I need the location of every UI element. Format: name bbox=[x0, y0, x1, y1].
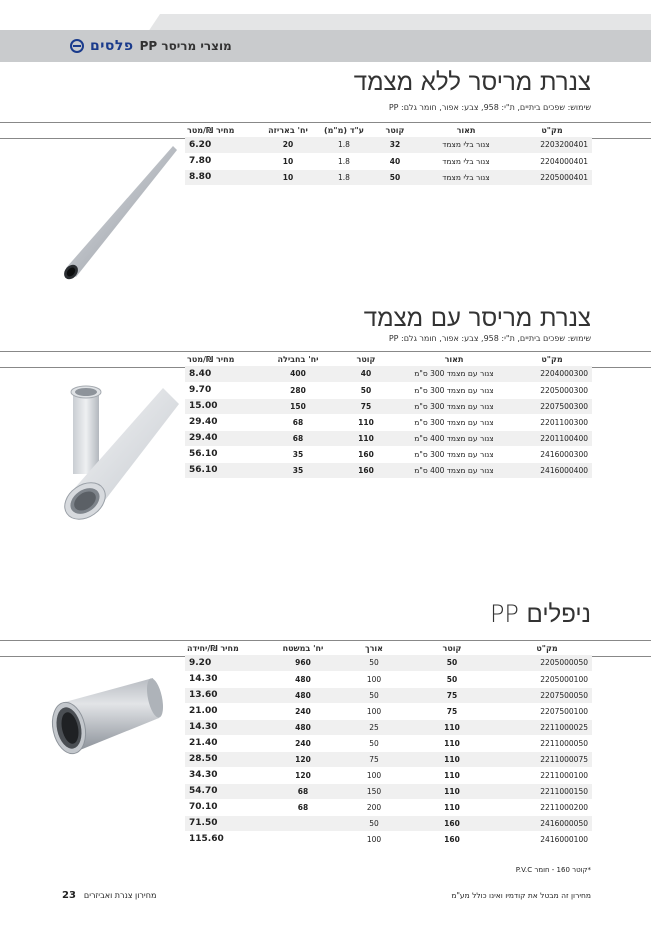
cell-price: 29.40 bbox=[185, 414, 260, 430]
section-title-nipples: ניפלים PP bbox=[489, 600, 591, 628]
cell-units-per-bundle: 68 bbox=[260, 430, 336, 446]
cell-diameter: 50 bbox=[370, 169, 420, 185]
footer-disclaimer: מחירון זה מבטל את קודמיו ואינו כולל מע"מ bbox=[451, 891, 591, 900]
section-title-pipe-no-coupling: צנרת מריסר ללא מצמד bbox=[353, 68, 591, 96]
table-row bbox=[185, 735, 592, 751]
cell-units-per-bundle: 150 bbox=[260, 398, 336, 414]
cell-sku: 2416000050 bbox=[502, 815, 592, 831]
cell-sku: 2416000300 bbox=[512, 446, 592, 462]
table-row bbox=[185, 446, 592, 462]
cell-sku: 2416000100 bbox=[502, 831, 592, 847]
cell-price: 71.50 bbox=[185, 815, 260, 831]
cell-price: 21.40 bbox=[185, 735, 260, 751]
table-pipe-no-coupling bbox=[185, 123, 592, 186]
section-usage: שימוש: שפכים ביתיים, ת"י: 958, צבע: אפור, חומר גלם: PP bbox=[388, 103, 591, 112]
table-header-row bbox=[185, 352, 592, 366]
cell-description: צנור בלי מצמד bbox=[420, 153, 512, 169]
col-header-description: תאור bbox=[444, 354, 464, 364]
cell-description: צנור עם מצמד 400 ס"מ bbox=[396, 462, 512, 478]
cell-units-per-pallet: 68 bbox=[260, 799, 346, 815]
table-row bbox=[185, 719, 592, 735]
cell-length: 25 bbox=[346, 719, 402, 735]
cell-price: 14.30 bbox=[185, 719, 260, 735]
cell-sku: 2205000100 bbox=[502, 671, 592, 687]
table-row bbox=[185, 671, 592, 687]
cell-price: 56.10 bbox=[185, 446, 260, 462]
table-row bbox=[185, 655, 592, 671]
col-header-sku: מק"ט bbox=[536, 643, 558, 653]
cell-diameter: 110 bbox=[402, 767, 502, 783]
table-row bbox=[185, 462, 592, 478]
table-header-row bbox=[185, 641, 592, 655]
cell-units-per-bundle: 35 bbox=[260, 446, 336, 462]
col-header-price: מחיר ₪/יחידה bbox=[187, 643, 239, 653]
footer-catalog-title: מחירון צנרת ואביזרים bbox=[83, 891, 157, 900]
section-usage: שימוש: שפכים ביתיים, ת"י: 958, צבע: אפור, חומר גלם: PP bbox=[388, 334, 591, 343]
table-nipples bbox=[185, 641, 592, 848]
brand-logo: פלסים bbox=[90, 38, 134, 54]
cell-sku: 2211000150 bbox=[502, 783, 592, 799]
cell-wall-thickness: 1.8 bbox=[318, 137, 370, 153]
cell-diameter: 160 bbox=[402, 815, 502, 831]
cell-units-per-pallet: 120 bbox=[260, 767, 346, 783]
cell-sku: 2211000025 bbox=[502, 719, 592, 735]
cell-description: צנור בלי מצמד bbox=[420, 137, 512, 153]
col-header-price: מחיר ₪/מטר bbox=[187, 125, 235, 135]
cell-length: 100 bbox=[346, 671, 402, 687]
cell-description: צנור עם מצמד 300 ס"מ bbox=[396, 382, 512, 398]
cell-diameter: 110 bbox=[402, 799, 502, 815]
cell-sku: 2211000050 bbox=[502, 735, 592, 751]
cell-price: 8.80 bbox=[185, 169, 258, 185]
cell-price: 28.50 bbox=[185, 751, 260, 767]
cell-description: צנור בלי מצמד bbox=[420, 169, 512, 185]
cell-description: צנור עם מצמד 300 ס"מ bbox=[396, 366, 512, 382]
cell-sku: 2205000300 bbox=[512, 382, 592, 398]
table-row bbox=[185, 767, 592, 783]
cell-units-per-pallet: 240 bbox=[260, 703, 346, 719]
pipe-no-coupling-image bbox=[55, 140, 185, 285]
col-header-units-per-pack: יח' באריזה bbox=[268, 125, 308, 135]
table-row bbox=[185, 430, 592, 446]
cell-length: 100 bbox=[346, 767, 402, 783]
cell-price: 15.00 bbox=[185, 398, 260, 414]
col-header-sku: מק"ט bbox=[541, 354, 563, 364]
cell-units-per-pack: 20 bbox=[258, 137, 318, 153]
nipple-image bbox=[45, 672, 165, 762]
table-row bbox=[185, 799, 592, 815]
cell-price: 7.80 bbox=[185, 153, 258, 169]
table-pipe-with-coupling bbox=[185, 352, 592, 479]
cell-sku: 2211000100 bbox=[502, 767, 592, 783]
table-row bbox=[185, 169, 592, 185]
footnote: *קוטר 160 - חומר P.V.C bbox=[515, 866, 591, 874]
cell-price: 13.60 bbox=[185, 687, 260, 703]
col-header-diameter: קוטר bbox=[442, 643, 462, 653]
cell-diameter: 110 bbox=[402, 751, 502, 767]
cell-units-per-bundle: 35 bbox=[260, 462, 336, 478]
table-row bbox=[185, 153, 592, 169]
col-header-units-per-bundle: יח' בחבילה bbox=[277, 354, 319, 364]
header bbox=[70, 37, 232, 55]
cell-price: 14.30 bbox=[185, 671, 260, 687]
cell-length: 100 bbox=[346, 703, 402, 719]
cell-units-per-bundle: 280 bbox=[260, 382, 336, 398]
cell-diameter: 110 bbox=[402, 735, 502, 751]
cell-wall-thickness: 1.8 bbox=[318, 169, 370, 185]
cell-price: 9.70 bbox=[185, 382, 260, 398]
cell-sku: 2416000400 bbox=[512, 462, 592, 478]
cell-diameter: 50 bbox=[336, 382, 396, 398]
cell-diameter: 75 bbox=[336, 398, 396, 414]
cell-price: 29.40 bbox=[185, 430, 260, 446]
table-row bbox=[185, 414, 592, 430]
cell-sku: 2205000050 bbox=[502, 655, 592, 671]
cell-units-per-pallet: 480 bbox=[260, 687, 346, 703]
cell-length: 150 bbox=[346, 783, 402, 799]
footer-left bbox=[62, 890, 156, 901]
cell-description: צנור עם מצמד 400 ס"מ bbox=[396, 430, 512, 446]
cell-diameter: 50 bbox=[402, 671, 502, 687]
cell-price: 9.20 bbox=[185, 655, 260, 671]
cell-description: צנור עם מצמד 300 ס"מ bbox=[396, 398, 512, 414]
table-row bbox=[185, 398, 592, 414]
cell-length: 50 bbox=[346, 655, 402, 671]
cell-sku: 2211000075 bbox=[502, 751, 592, 767]
cell-price: 70.10 bbox=[185, 799, 260, 815]
cell-units-per-pallet: 960 bbox=[260, 655, 346, 671]
table-row bbox=[185, 703, 592, 719]
cell-diameter: 160 bbox=[336, 462, 396, 478]
cell-sku: 2204000401 bbox=[512, 153, 592, 169]
cell-price: 21.00 bbox=[185, 703, 260, 719]
table-row bbox=[185, 366, 592, 382]
cell-sku: 2201100400 bbox=[512, 430, 592, 446]
cell-diameter: 110 bbox=[402, 783, 502, 799]
cell-diameter: 50 bbox=[402, 655, 502, 671]
cell-diameter: 75 bbox=[402, 703, 502, 719]
cell-length: 50 bbox=[346, 815, 402, 831]
cell-units-per-pallet bbox=[260, 831, 346, 847]
table-row bbox=[185, 783, 592, 799]
cell-sku: 2205000401 bbox=[512, 169, 592, 185]
header-title: מוצרי מריסר PP bbox=[139, 39, 232, 53]
table-row bbox=[185, 831, 592, 847]
cell-units-per-pallet: 240 bbox=[260, 735, 346, 751]
cell-units-per-pallet: 480 bbox=[260, 671, 346, 687]
cell-units-per-pack: 10 bbox=[258, 153, 318, 169]
col-header-diameter: קוטר bbox=[356, 354, 376, 364]
table-row bbox=[185, 687, 592, 703]
cell-description: צנור עם מצמד 300 ס"מ bbox=[396, 414, 512, 430]
cell-diameter: 160 bbox=[402, 831, 502, 847]
cell-diameter: 160 bbox=[336, 446, 396, 462]
table-row bbox=[185, 137, 592, 153]
cell-length: 100 bbox=[346, 831, 402, 847]
cell-sku: 2207500050 bbox=[502, 687, 592, 703]
col-header-units-per-pallet: יח' במשטח bbox=[282, 643, 324, 653]
cell-price: 54.70 bbox=[185, 783, 260, 799]
cell-price: 8.40 bbox=[185, 366, 260, 382]
cell-length: 200 bbox=[346, 799, 402, 815]
table-row bbox=[185, 815, 592, 831]
cell-units-per-pallet: 120 bbox=[260, 751, 346, 767]
col-header-description: תאור bbox=[456, 125, 476, 135]
cell-units-per-pallet: 480 bbox=[260, 719, 346, 735]
col-header-diameter: קוטר bbox=[385, 125, 405, 135]
section-title-pipe-with-coupling: צנרת מריסר עם מצמד bbox=[363, 304, 591, 332]
cell-length: 75 bbox=[346, 751, 402, 767]
cell-units-per-pallet: 68 bbox=[260, 783, 346, 799]
cell-units-per-bundle: 68 bbox=[260, 414, 336, 430]
cell-diameter: 110 bbox=[336, 414, 396, 430]
cell-units-per-pallet bbox=[260, 815, 346, 831]
col-header-price: מחיר ₪/מטר bbox=[187, 354, 235, 364]
table-row bbox=[185, 382, 592, 398]
cell-diameter: 32 bbox=[370, 137, 420, 153]
pipe-with-coupling-image bbox=[55, 380, 185, 530]
table-header-row bbox=[185, 123, 592, 137]
cell-diameter: 110 bbox=[336, 430, 396, 446]
cell-wall-thickness: 1.8 bbox=[318, 153, 370, 169]
cell-price: 6.20 bbox=[185, 137, 258, 153]
cell-diameter: 40 bbox=[370, 153, 420, 169]
col-header-sku: מק"ט bbox=[541, 125, 563, 135]
cell-sku: 2207500100 bbox=[502, 703, 592, 719]
cell-sku: 2211000200 bbox=[502, 799, 592, 815]
cell-sku: 2203200401 bbox=[512, 137, 592, 153]
cell-diameter: 40 bbox=[336, 366, 396, 382]
cell-length: 50 bbox=[346, 687, 402, 703]
cell-units-per-bundle: 400 bbox=[260, 366, 336, 382]
cell-length: 50 bbox=[346, 735, 402, 751]
cell-price: 56.10 bbox=[185, 462, 260, 478]
brand-logo-icon bbox=[70, 39, 84, 53]
page-number: 23 bbox=[62, 890, 76, 901]
cell-price: 115.60 bbox=[185, 831, 260, 847]
col-header-wall-thickness: ע"ד (מ"מ) bbox=[323, 125, 365, 135]
table-row bbox=[185, 751, 592, 767]
cell-sku: 2207500300 bbox=[512, 398, 592, 414]
cell-diameter: 110 bbox=[402, 719, 502, 735]
cell-sku: 2204000300 bbox=[512, 366, 592, 382]
cell-diameter: 75 bbox=[402, 687, 502, 703]
cell-sku: 2201100300 bbox=[512, 414, 592, 430]
cell-description: צנור עם מצמד 300 ס"מ bbox=[396, 446, 512, 462]
col-header-length: אורך bbox=[364, 643, 383, 653]
cell-units-per-pack: 10 bbox=[258, 169, 318, 185]
cell-price: 34.30 bbox=[185, 767, 260, 783]
